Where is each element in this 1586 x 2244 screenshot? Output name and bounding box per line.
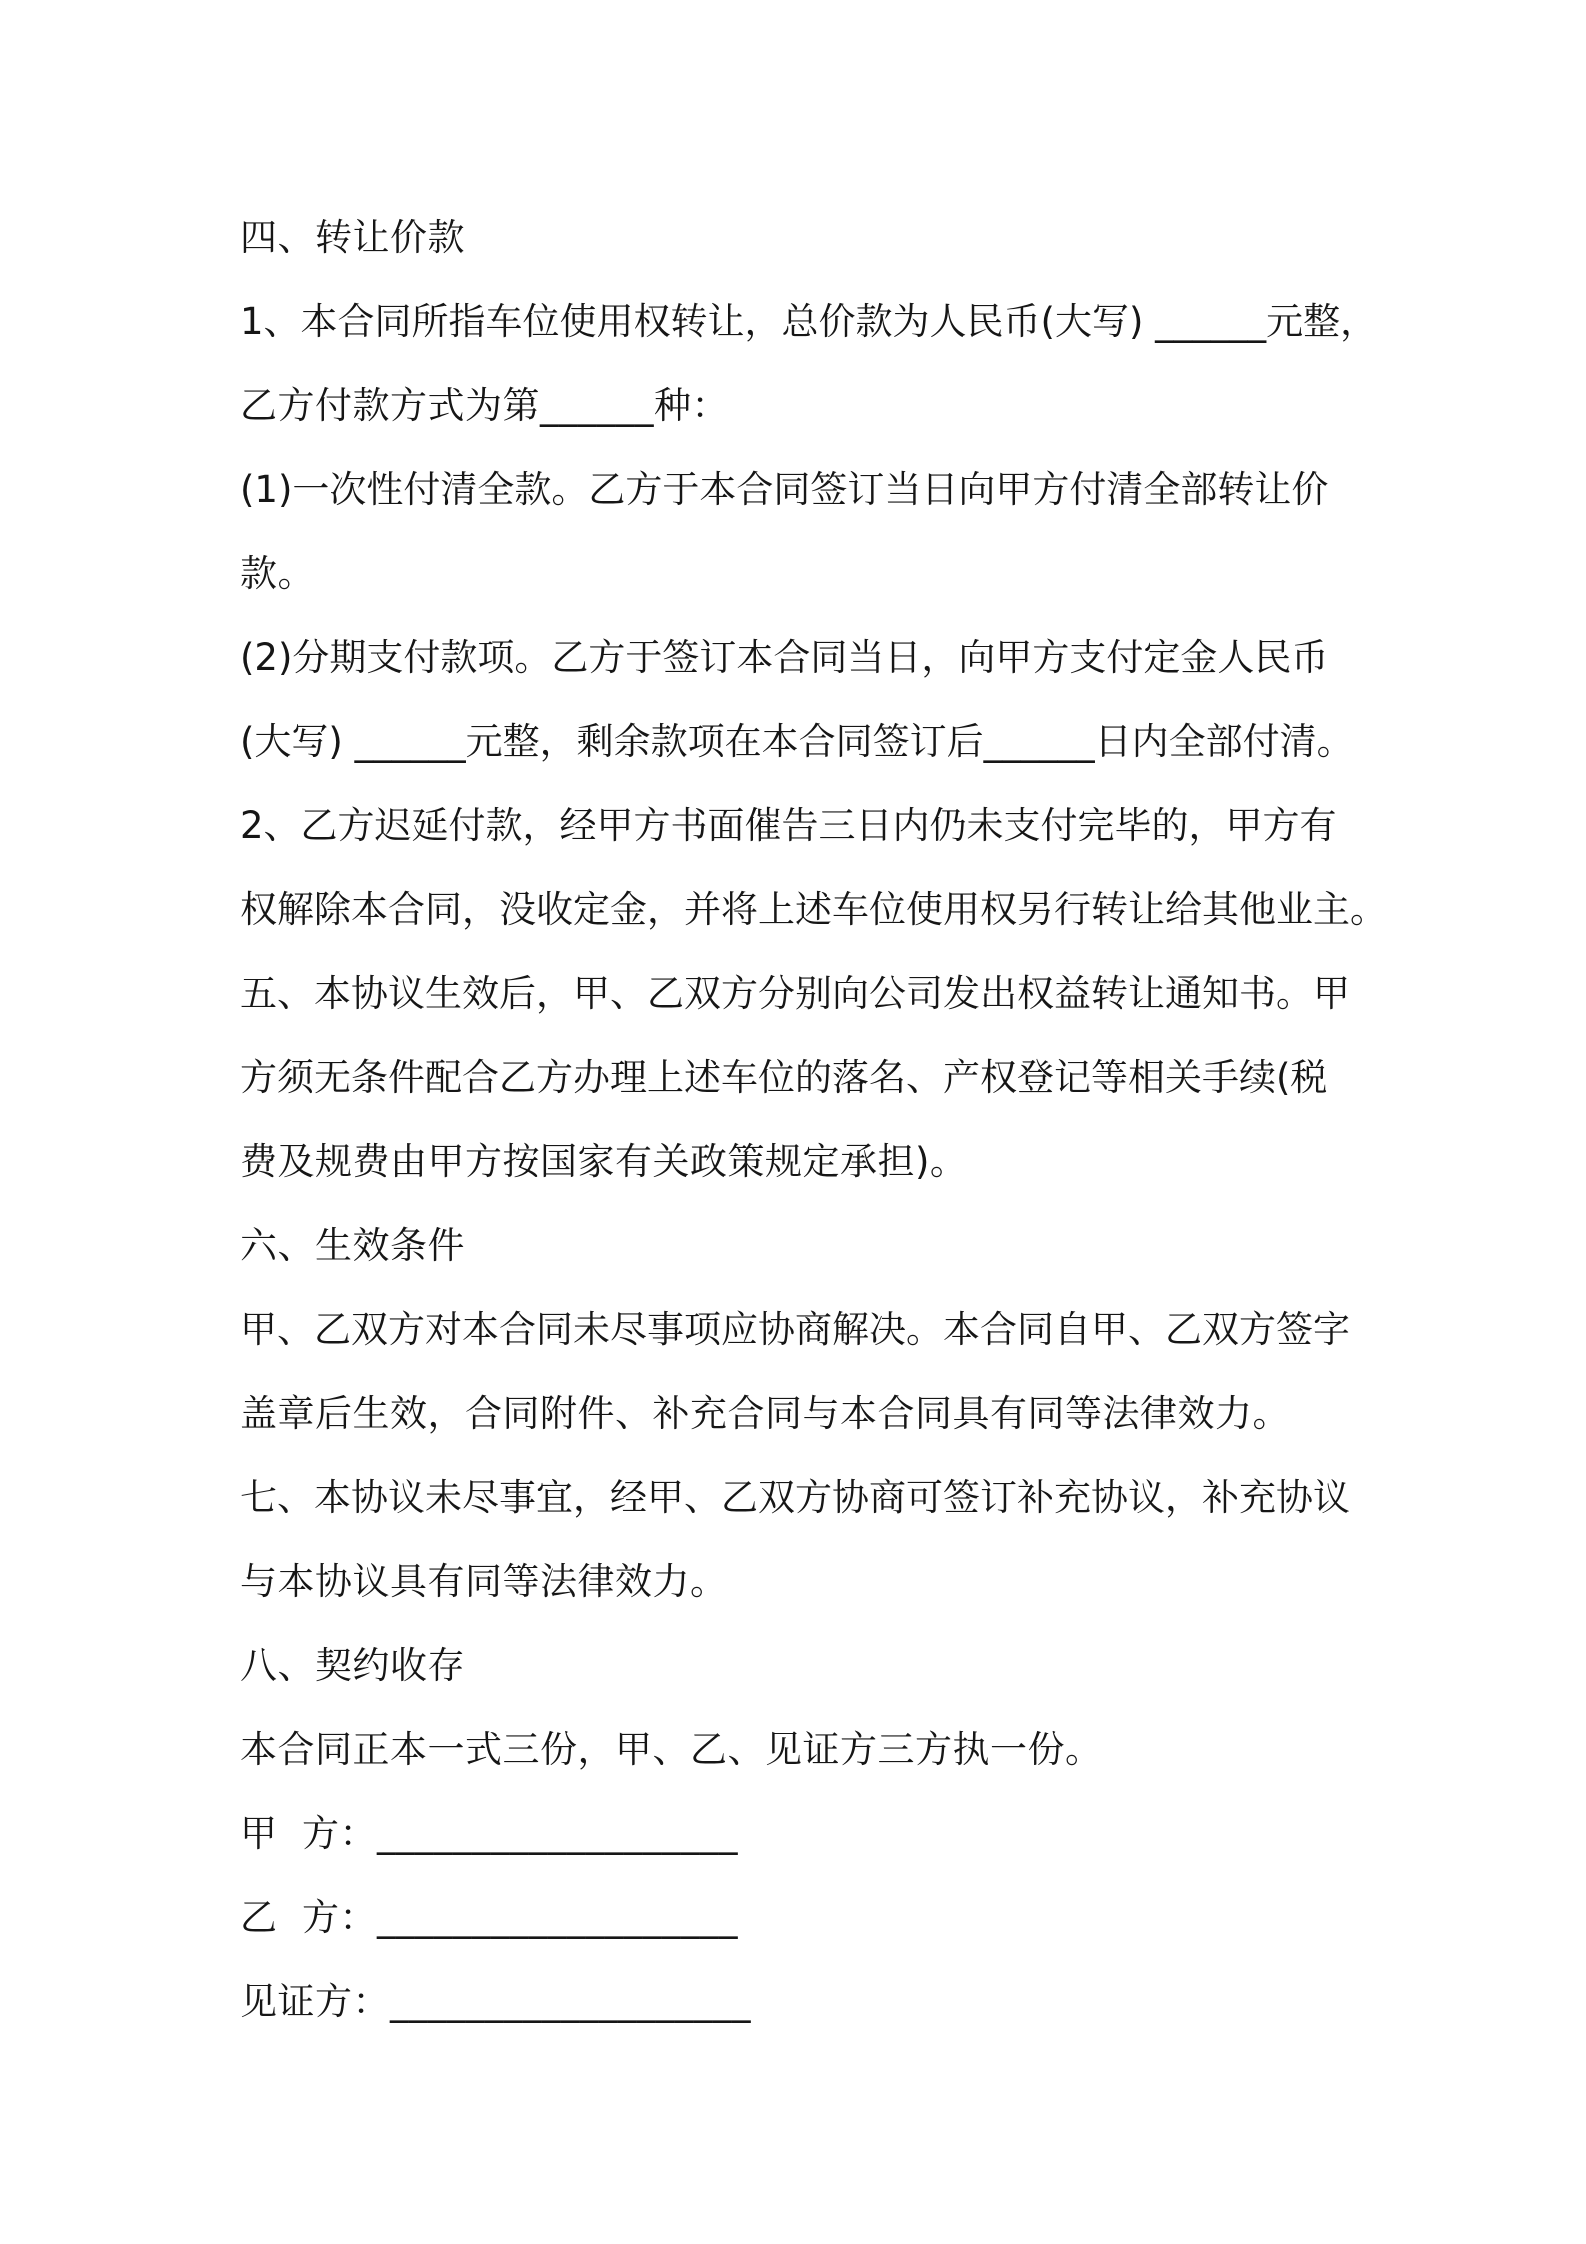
option-1-line-1: (1)一次性付清全款。乙方于本合同签订当日向甲方付清全部转让价 [240, 468, 1329, 511]
option-2-line-2: (大写) ______元整，剩余款项在本合同签订后______日内全部付清。 [240, 720, 1354, 763]
section-7-line-2: 与本协议具有同等法律效力。 [240, 1560, 728, 1603]
option-1-line-2: 款。 [240, 552, 315, 595]
section-heading-effect: 六、生效条件 [240, 1224, 465, 1267]
copies-text: 本合同正本一式三份，甲、乙、见证方三方执一份。 [240, 1728, 1103, 1771]
clause-1-line-2: 乙方付款方式为第______种： [240, 384, 729, 427]
section-7-line-1: 七、本协议未尽事宜，经甲、乙双方协商可签订补充协议，补充协议 [240, 1476, 1350, 1519]
signature-party-b: 乙 方：___________________ [240, 1896, 739, 1939]
clause-2-line-1: 2、乙方迟延付款，经甲方书面催告三日内仍未支付完毕的，甲方有 [240, 804, 1337, 847]
section-heading-price: 四、转让价款 [240, 216, 465, 259]
section-5-line-2: 方须无条件配合乙方办理上述车位的落名、产权登记等相关手续(税 [240, 1056, 1328, 1099]
contract-body [240, 196, 1387, 2044]
section-5-line-1: 五、本协议生效后，甲、乙双方分别向公司发出权益转让通知书。甲 [240, 972, 1350, 1015]
effect-line-2: 盖章后生效，合同附件、补充合同与本合同具有同等法律效力。 [240, 1392, 1290, 1435]
section-5-line-3: 费及规费由甲方按国家有关政策规定承担)。 [240, 1140, 968, 1183]
clause-2-line-2: 权解除本合同，没收定金，并将上述车位使用权另行转让给其他业主。 [240, 888, 1387, 931]
option-2-line-1: (2)分期支付款项。乙方于签订本合同当日，向甲方支付定金人民币 [240, 636, 1329, 679]
signature-witness: 见证方：___________________ [240, 1980, 751, 2023]
section-heading-copies: 八、契约收存 [240, 1644, 465, 1687]
signature-party-a: 甲 方：___________________ [240, 1812, 739, 1855]
clause-1-line-1: 1、本合同所指车位使用权转让，总价款为人民币(大写) ______元整， [240, 300, 1378, 343]
effect-line-1: 甲、乙双方对本合同未尽事项应协商解决。本合同自甲、乙双方签字 [240, 1308, 1350, 1351]
